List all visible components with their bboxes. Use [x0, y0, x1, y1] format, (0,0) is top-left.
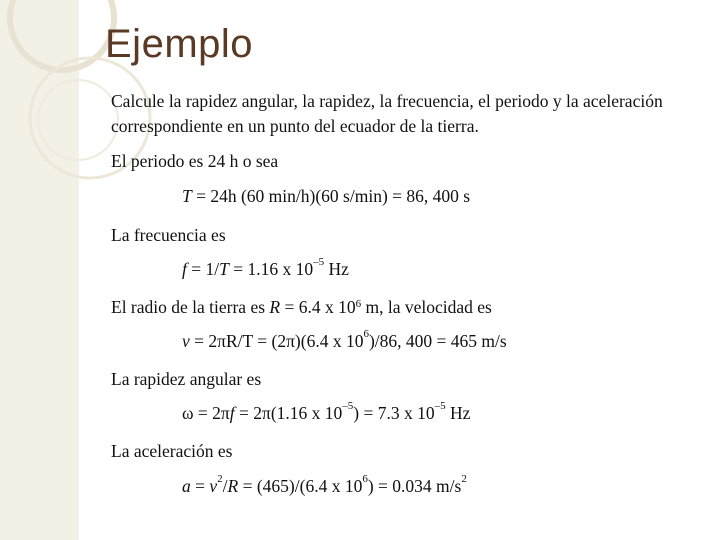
- f-mid: = 1/: [186, 259, 220, 279]
- frecuencia-text: La frecuencia es: [111, 225, 226, 245]
- var-a: a: [182, 476, 191, 496]
- v-p1: = 2πR/T = (2π)(6.4 x 10: [189, 331, 364, 351]
- f-rhs: = 1.16 x 10: [228, 259, 314, 279]
- w-p3: ) = 7.3 x 10: [353, 403, 435, 423]
- intro-text: Calcule la rapidez angular, la rapidez, la frecuencia, el periodo y la aceleración correspondiente en un punto del ecuador de la tierra.: [111, 91, 663, 136]
- var-T2: T: [219, 259, 229, 279]
- w-p1: = 2π: [193, 403, 230, 423]
- var-R: R: [269, 297, 281, 317]
- w-p2: = 2π(1.16 x 10: [234, 403, 343, 423]
- var-v: v: [182, 331, 190, 351]
- f-exp: –5: [313, 256, 325, 268]
- var-R2: R: [227, 476, 239, 496]
- v-p2: )/86, 400 = 465 m/s: [368, 331, 507, 351]
- formula-aceleracion: [182, 473, 467, 497]
- formula-angular: [182, 400, 471, 424]
- periodo-text: El periodo es 24 h o sea: [111, 151, 279, 171]
- problem-statement: [111, 89, 681, 139]
- a-exp2: 6: [362, 473, 368, 485]
- formula-velocidad: [182, 328, 507, 352]
- var-v2: v: [209, 476, 218, 496]
- var-f2: f: [229, 403, 235, 423]
- a-p3: = (465)/(6.4 x 10: [238, 476, 363, 496]
- aceleracion-label: [111, 439, 681, 464]
- v-exp: 6: [363, 328, 369, 340]
- a-p2: /: [222, 476, 228, 496]
- radio-label: [111, 295, 681, 320]
- radio-exp: 6: [355, 298, 362, 310]
- frecuencia-label: [111, 223, 681, 248]
- a-exp3: 2: [461, 473, 467, 485]
- periodo-label: [111, 149, 681, 174]
- formula-periodo-rhs: = 24h (60 min/h)(60 s/min) = 86, 400 s: [191, 186, 471, 206]
- var-f: f: [182, 259, 187, 279]
- f-unit: Hz: [324, 259, 349, 279]
- radio-text-1: El radio de la tierra es: [111, 297, 270, 317]
- a-p4: ) = 0.034 m/s: [367, 476, 462, 496]
- a-p1: =: [190, 476, 210, 496]
- w-exp2: –5: [434, 400, 446, 412]
- formula-periodo: [182, 186, 470, 207]
- var-omega: ω: [182, 403, 194, 423]
- w-exp1: –5: [342, 400, 354, 412]
- radio-text-2: = 6.4 x 10: [280, 297, 356, 317]
- a-exp1: 2: [217, 473, 223, 485]
- aceleracion-text: La aceleración es: [111, 441, 233, 461]
- var-T: T: [182, 186, 192, 206]
- radio-text-3: m, la velocidad es: [361, 297, 492, 317]
- angular-label: [111, 367, 681, 392]
- formula-frecuencia: [182, 256, 349, 280]
- radio-text: [111, 295, 681, 320]
- angular-text: La rapidez angular es: [111, 369, 262, 389]
- w-p4: Hz: [445, 403, 471, 423]
- slide-title: Ejemplo: [105, 22, 254, 66]
